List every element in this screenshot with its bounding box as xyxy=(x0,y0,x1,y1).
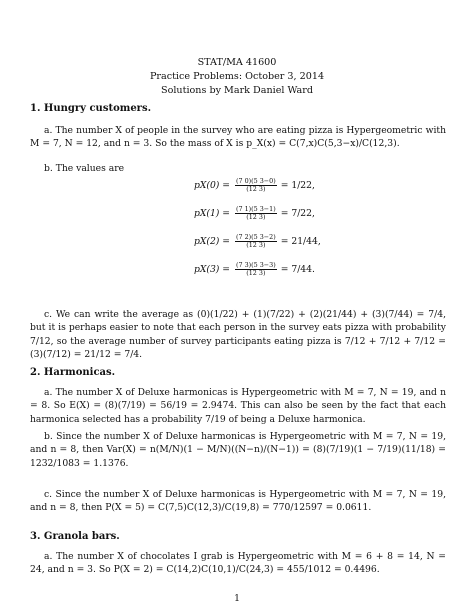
pmf-result: = 1/22, xyxy=(280,179,315,191)
problem-2a: a. The number X of Deluxe harmonicas is Hypergeometric with M = 7, N = 19, and n = 8. So E(X) = (8)(7/19) = 56/19 = 2.9474. This can also be seen by the fact that each harmonica selected has a probability 7/19 of being a Deluxe harmonica. xyxy=(30,387,446,425)
pmf-result: = 21/44, xyxy=(280,235,321,247)
pmf-row-2 xyxy=(188,234,388,248)
pmf-fraction xyxy=(235,206,277,220)
pmf-row-3 xyxy=(188,262,388,276)
fraction-denominator: (12 3) xyxy=(246,268,266,277)
pmf-fraction xyxy=(235,178,277,192)
fraction-numerator: (7 2)(5 3−2) xyxy=(236,233,276,241)
pmf-result: = 7/22, xyxy=(280,207,315,219)
pmf-row-0 xyxy=(188,178,388,192)
fraction-numerator: (7 0)(5 3−0) xyxy=(236,177,276,185)
document-title: Practice Problems: October 3, 2014 xyxy=(149,71,325,82)
pmf-lhs: pX(2) = xyxy=(193,235,230,247)
author-line: Solutions by Mark Daniel Ward xyxy=(161,85,313,96)
pmf-row-1 xyxy=(188,206,388,220)
pmf-lhs: pX(1) = xyxy=(193,207,230,219)
problem-1a: a. The number X of people in the survey who are eating pizza is Hypergeometric with M = 7, N = 12, and n = 3. So the mass of X is p_X(x) = C(7,x)C(5,3−x)/C(12,3). xyxy=(30,125,446,150)
pmf-fraction xyxy=(235,262,277,276)
page-number: 1 xyxy=(234,593,240,604)
fraction-denominator: (12 3) xyxy=(246,240,266,249)
problem-3a: a. The number X of chocolates I grab is Hypergeometric with M = 6 + 8 = 14, N = 24, and n = 3. So P(X = 2) = C(14,2)C(10,1)/C(24,3) = 455/1012 = 0.4496. xyxy=(30,551,446,576)
pmf-lhs: pX(3) = xyxy=(193,263,230,275)
problem-1c: c. We can write the average as (0)(1/22) + (1)(7/22) + (2)(21/44) + (3)(7/44) = 7/4, but it is perhaps easier to note that each person in the survey eats pizza with probability 7/12, so the average number of survey participants eating pizza is 7/12 + 7/12 + 7/12 = (3)(7/12) = 21/12 = 7/4. xyxy=(30,309,446,361)
course-code: STAT/MA 41600 xyxy=(197,57,277,68)
problem-2c: c. Since the number X of Deluxe harmonicas is Hypergeometric with M = 7, N = 19, and n = 8, then P(X = 5) = C(7,5)C(12,3)/C(19,8) = 770/12597 = 0.0611. xyxy=(30,489,446,514)
section-heading-2: 2. Harmonicas. xyxy=(30,367,116,378)
problem-2b: b. Since the number X of Deluxe harmonicas is Hypergeometric with M = 7, N = 19, and n = 8, then Var(X) = n(M/N)(1 − M/N)((N−n)/(N−1)) = (8)(7/19)(1 − 7/19)(11/18) = 1232/1083 = 1.1376. xyxy=(30,431,446,469)
problem-1b-intro: b. The values are xyxy=(44,163,125,174)
pmf-fraction xyxy=(235,234,277,248)
pmf-lhs: pX(0) = xyxy=(193,179,230,191)
pmf-result: = 7/44. xyxy=(280,263,315,275)
fraction-denominator: (12 3) xyxy=(246,184,266,193)
section-heading-3: 3. Granola bars. xyxy=(30,531,120,542)
section-heading-1: 1. Hungry customers. xyxy=(30,103,152,114)
fraction-denominator: (12 3) xyxy=(246,212,266,221)
fraction-numerator: (7 1)(5 3−1) xyxy=(236,205,276,213)
fraction-numerator: (7 3)(5 3−3) xyxy=(236,261,276,269)
